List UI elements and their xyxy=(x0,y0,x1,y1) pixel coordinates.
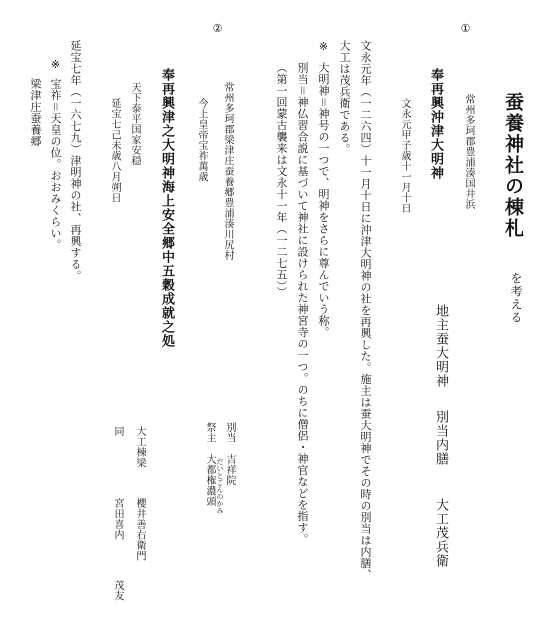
item2-betto-name: 吉祥院 xyxy=(224,454,235,486)
item1-god: 地主蚕大明神 xyxy=(433,304,448,388)
item2-blessing: 今上皇帝宝祚萬歳 xyxy=(196,98,207,182)
item2-saishu-label: 祭主 xyxy=(204,422,215,443)
item1-note-b2: 別当＝神仏習合説に基づいて神社に設けられた神宮寺の一つ。のちに僧侶・神官などを指す。 xyxy=(296,62,309,545)
item2-date: 延宝七己未歳八月朔日 xyxy=(109,98,120,203)
item1-number: ① xyxy=(459,22,472,36)
item1-daiku: 大工茂兵衛 xyxy=(433,498,448,568)
item1-note-b3: （第一回蒙古襲来は文永十一年（一二七五）） xyxy=(275,62,288,298)
item2-note3: 梁津庄蚕養郷 xyxy=(29,78,42,147)
item2-shigetomo: 茂友 xyxy=(112,580,123,601)
item2-note2: 宝祚＝天皇の位。おおみくらい。 xyxy=(49,78,62,251)
item1-place: 常州多珂郡豊浦湊国井浜 xyxy=(463,94,474,210)
item1-heading: 奉再興沖津大明神 xyxy=(428,68,443,180)
item2-betto-label: 別当 xyxy=(224,422,235,443)
item2-miyata: 宮田喜内 xyxy=(112,498,123,540)
item2-dou: 同 xyxy=(112,426,123,437)
item1-note-a2: 大工は茂兵衛である。 xyxy=(338,40,351,155)
item1-betto: 別当内膳 xyxy=(433,410,448,466)
item2-place: 常州多珂郡梁津庄蚕養郷豊浦湊川尻村 xyxy=(222,82,233,261)
document-subtitle: を考える xyxy=(509,272,523,324)
item2-note-mark: ※ xyxy=(49,58,62,72)
item1-note-mark: ※ xyxy=(317,40,330,54)
item2-saishu-ruby: だいとごんのかみ xyxy=(216,458,224,514)
item1-note-a: 文永元年（一二六四）十一月十日に沖津大明神の社を再興した。施主は蚕大明神でその時の別当は内膳、 xyxy=(359,40,372,581)
item2-saishu-name: 大都権濃頭 xyxy=(204,454,215,507)
item1-note-b1: 大明神＝神号の一つで、明神をさらに尊んでいう称。 xyxy=(317,62,330,338)
item2-daiku-name: 櫻井善右衛門 xyxy=(134,498,145,561)
item1-date: 文永元甲子歳十一月十日 xyxy=(399,98,410,214)
item2-heading: 奉再興津之大明神海上安全郷中五穀成就之処 xyxy=(159,68,174,348)
item2-peace: 天下泰平国家安穏 xyxy=(129,82,140,166)
item2-number: ② xyxy=(211,22,224,36)
item2-note1: 延宝七年（一六七九）津明神の社、再興する。 xyxy=(69,40,82,282)
item2-daiku-label: 大工棟梁 xyxy=(134,426,145,468)
document-title: 蚕養神社の棟札 xyxy=(502,92,524,239)
